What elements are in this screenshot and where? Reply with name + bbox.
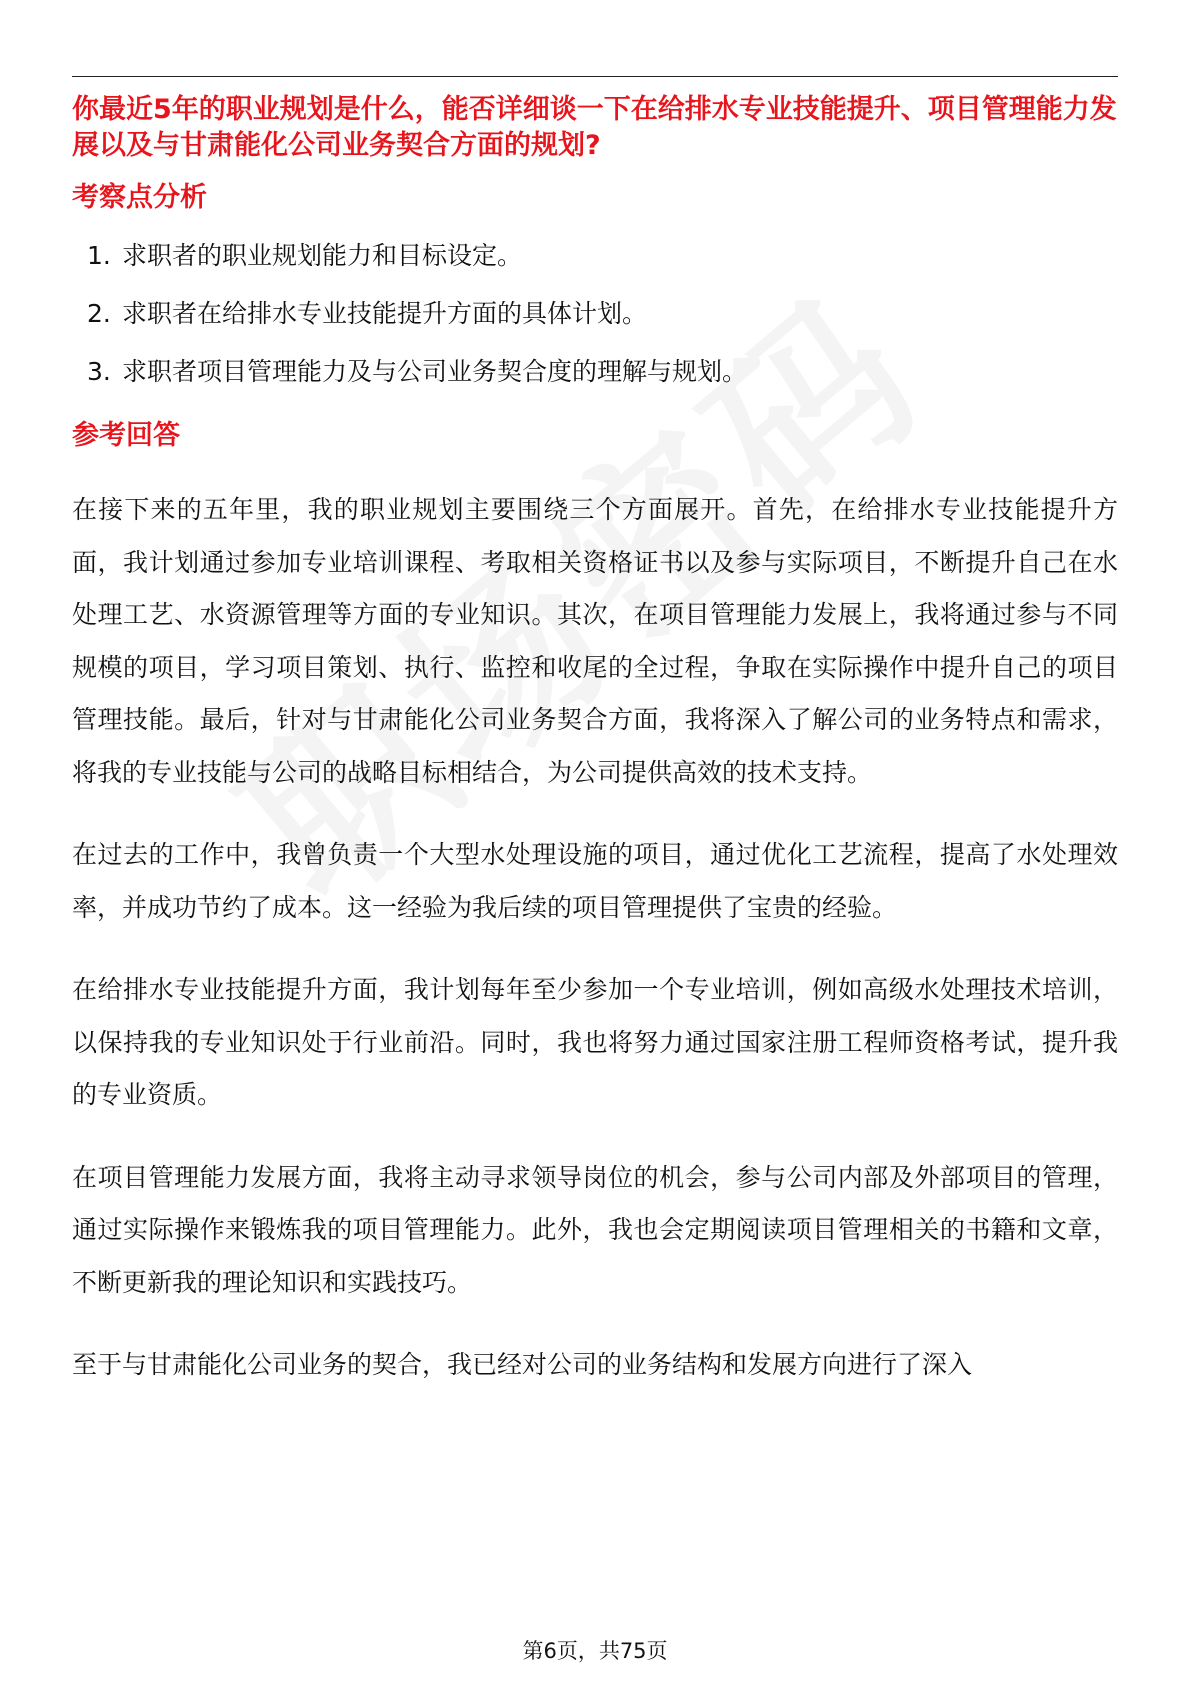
answer-paragraph: 在项目管理能力发展方面，我将主动寻求领导岗位的机会，参与公司内部及外部项目的管理，通过实际操作来锻炼我的项目管理能力。此外，我也会定期阅读项目管理相关的书籍和文章，不断更新我的理论知识和实践技巧。 xyxy=(72,1162,1118,1297)
list-item-number: 2. xyxy=(87,299,111,328)
answer-paragraph: 在接下来的五年里，我的职业规划主要围绕三个方面展开。首先，在给排水专业技能提升方面，我计划通过参加专业培训课程、考取相关资格证书以及参与实际项目，不断提升自己在水处理工艺、水资源管理等方面的专业知识。其次，在项目管理能力发展上，我将通过参与不同规模的项目，学习项目策划、执行、监控和收尾的全过程，争取在实际操作中提升自己的项目管理技能。最后，针对与甘肃能化公司业务契合方面，我将深入了解公司的业务特点和需求，将我的专业技能与公司的战略目标相结合，为公司提供高效的技术支持。 xyxy=(72,495,1118,787)
analysis-heading: 考察点分析 xyxy=(72,182,207,213)
header-rule xyxy=(72,76,1118,77)
list-item xyxy=(72,238,1118,274)
list-item-number: 1. xyxy=(87,241,111,270)
list-item-text: 求职者项目管理能力及与公司业务契合度的理解与规划。 xyxy=(122,357,748,386)
list-item-text: 求职者在给排水专业技能提升方面的具体计划。 xyxy=(122,299,648,328)
answer-paragraph: 至于与甘肃能化公司业务的契合，我已经对公司的业务结构和发展方向进行了深入 xyxy=(72,1350,973,1379)
list-item-text: 求职者的职业规划能力和目标设定。 xyxy=(122,241,523,270)
answer-paragraph: 在过去的工作中，我曾负责一个大型水处理设施的项目，通过优化工艺流程，提高了水处理效率，并成功节约了成本。这一经验为我后续的项目管理提供了宝贵的经验。 xyxy=(72,840,1118,922)
list-item xyxy=(72,296,1118,332)
interview-question: 你最近5年的职业规划是什么，能否详细谈一下在给排水专业技能提升、项目管理能力发展以及与甘肃能化公司业务契合方面的规划? xyxy=(72,94,1117,161)
analysis-list xyxy=(72,238,1118,390)
answer-paragraph: 在给排水专业技能提升方面，我计划每年至少参加一个专业培训，例如高级水处理技术培训，以保持我的专业知识处于行业前沿。同时，我也将努力通过国家注册工程师资格考试，提升我的专业资质。 xyxy=(72,975,1118,1109)
list-item-number: 3. xyxy=(87,357,111,386)
answer-heading: 参考回答 xyxy=(72,420,180,451)
page-number: 第6页，共75页 xyxy=(522,1639,668,1663)
page-content xyxy=(72,92,1118,1392)
list-item xyxy=(72,354,1118,390)
